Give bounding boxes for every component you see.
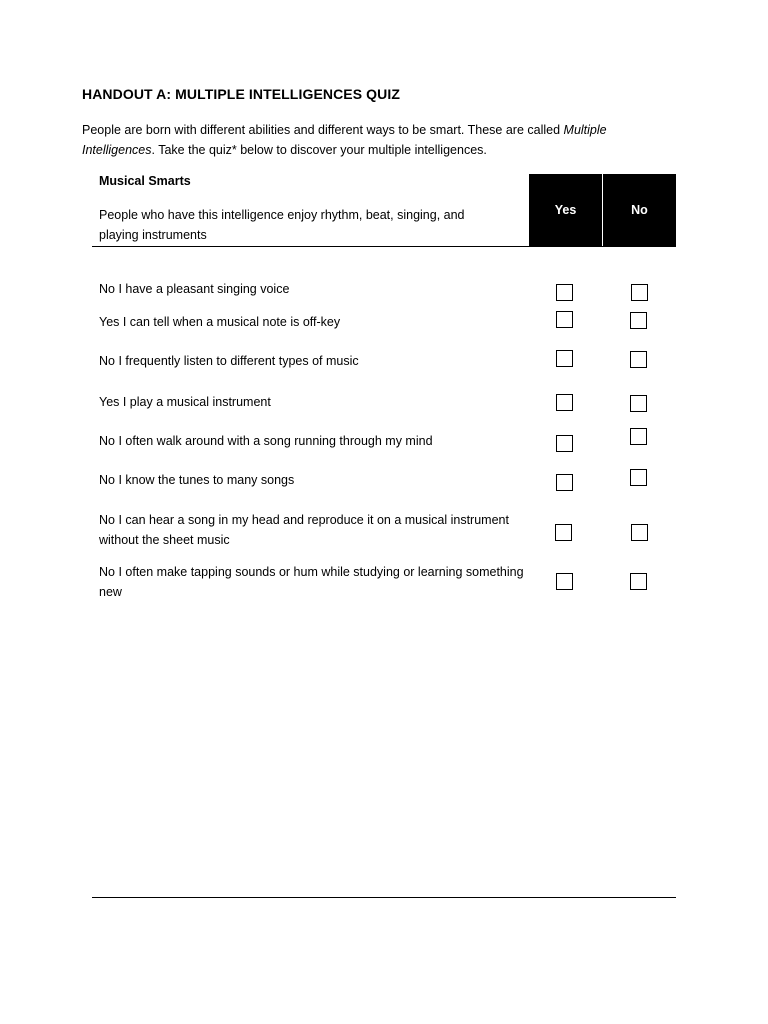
no-column-header: No: [603, 174, 676, 246]
no-checkbox[interactable]: [631, 284, 648, 301]
question-text: No I have a pleasant singing voice: [99, 282, 290, 296]
question-text: No I often walk around with a song running through my mind: [99, 434, 433, 448]
yes-checkbox[interactable]: [556, 311, 573, 328]
question-text: Yes I play a musical instrument: [99, 395, 271, 409]
question-text: No I know the tunes to many songs: [99, 473, 295, 487]
intro-paragraph: [82, 120, 642, 160]
no-checkbox[interactable]: [630, 351, 647, 368]
intro-text-part1: People are born with different abilities and different ways to be smart. These are called: [82, 123, 564, 137]
no-checkbox[interactable]: [630, 395, 647, 412]
no-checkbox[interactable]: [631, 524, 648, 541]
question-text: No I can hear a song in my head and reproduce it on a musical instrument without the sheet music: [99, 513, 509, 547]
yes-checkbox[interactable]: [556, 573, 573, 590]
question-text: Yes I can tell when a musical note is off-key: [99, 315, 341, 329]
footer-rule: [92, 897, 676, 898]
intro-text-italic: Multiple Intelligences: [82, 123, 607, 157]
yes-checkbox[interactable]: [556, 284, 573, 301]
yes-checkbox[interactable]: [556, 394, 573, 411]
yes-checkbox[interactable]: [555, 524, 572, 541]
yes-checkbox[interactable]: [556, 474, 573, 491]
no-checkbox[interactable]: [630, 573, 647, 590]
intro-text-part2: . Take the quiz* below to discover your multiple intelligences.: [151, 143, 487, 157]
no-checkbox[interactable]: [630, 312, 647, 329]
page-title: HANDOUT A: MULTIPLE INTELLIGENCES QUIZ: [82, 86, 401, 102]
header-rule: [92, 246, 676, 247]
question-text: No I frequently listen to different types of music: [99, 354, 359, 368]
no-checkbox[interactable]: [630, 469, 647, 486]
yes-checkbox[interactable]: [556, 435, 573, 452]
question-text: No I often make tapping sounds or hum while studying or learning something new: [99, 565, 524, 599]
section-description: People who have this intelligence enjoy rhythm, beat, singing, and playing instruments: [99, 208, 465, 242]
section-title: Musical Smarts: [99, 174, 191, 188]
yes-column-header: Yes: [529, 174, 602, 246]
no-checkbox[interactable]: [630, 428, 647, 445]
yes-checkbox[interactable]: [556, 350, 573, 367]
